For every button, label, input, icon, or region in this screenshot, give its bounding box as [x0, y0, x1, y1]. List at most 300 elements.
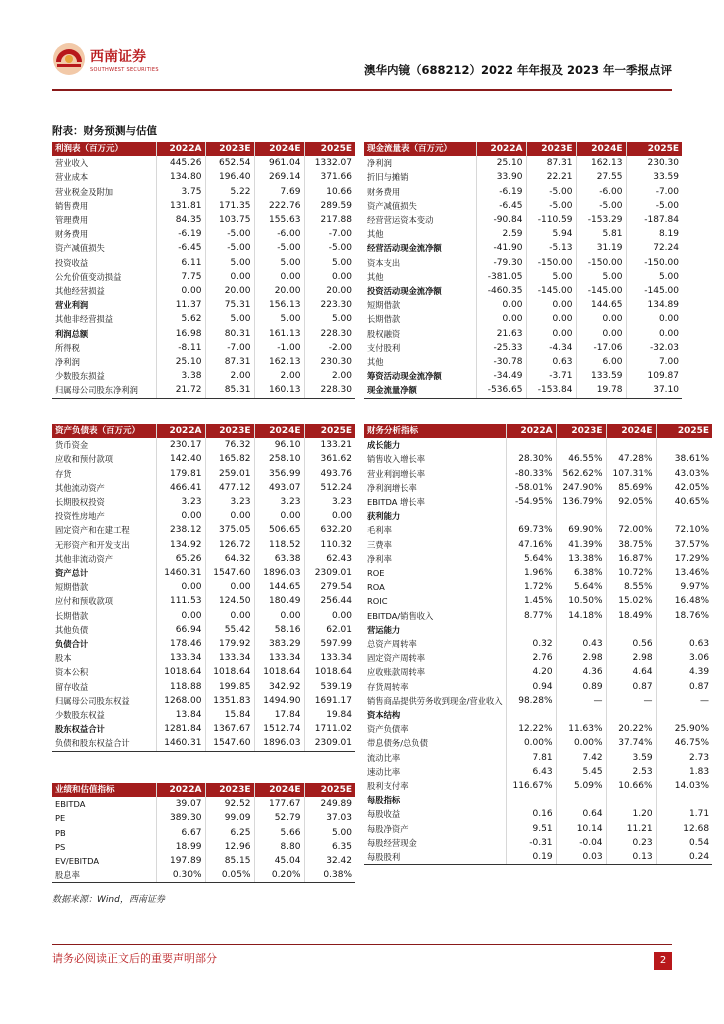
value-cell: -110.59 — [526, 213, 576, 227]
value-cell: 7.75 — [156, 270, 205, 284]
value-cell: 96.10 — [254, 438, 304, 452]
value-cell: -0.04 — [556, 836, 606, 850]
table-row — [52, 156, 355, 170]
table-row — [52, 341, 355, 355]
value-cell: 2309.01 — [304, 566, 355, 580]
row-label: 公允价值变动损益 — [55, 271, 122, 282]
value-cell: 144.65 — [576, 298, 626, 312]
row-label: 财务费用 — [55, 229, 89, 240]
value-cell: 124.50 — [205, 594, 254, 608]
value-cell: -1.00 — [254, 341, 304, 355]
value-cell — [656, 623, 712, 637]
cash-flow-table — [364, 142, 682, 399]
value-cell: 18.99 — [156, 840, 205, 854]
value-cell: 98.28% — [506, 694, 556, 708]
year-header-cell: 2024E — [254, 424, 304, 438]
value-cell: 6.67 — [156, 826, 205, 840]
value-cell: — — [606, 694, 656, 708]
table-row — [364, 467, 712, 481]
value-cell: 5.09% — [556, 779, 606, 793]
value-cell: 22.21 — [526, 170, 576, 184]
row-label: ROIC — [367, 596, 388, 607]
row-label: 长期借款 — [367, 314, 401, 325]
row-label: 营业收入 — [55, 158, 89, 169]
value-cell: 0.03 — [556, 850, 606, 865]
row-label: 货币资金 — [55, 440, 89, 451]
value-cell: 46.75% — [656, 736, 712, 750]
value-cell: 6.43 — [506, 765, 556, 779]
value-cell: 0.00 — [304, 270, 355, 284]
row-label: 财务费用 — [367, 186, 401, 197]
value-cell: -80.33% — [506, 467, 556, 481]
value-cell: 3.23 — [254, 495, 304, 509]
value-cell: 5.00 — [205, 256, 254, 270]
value-cell: 10.72% — [606, 566, 656, 580]
table-row — [52, 509, 355, 523]
value-cell: -6.00 — [254, 227, 304, 241]
year-header-cell: 2023E — [556, 424, 606, 438]
value-cell: 62.43 — [304, 552, 355, 566]
value-cell: 155.63 — [254, 213, 304, 227]
table-header-row — [52, 424, 355, 438]
value-cell: 19.84 — [304, 708, 355, 722]
value-cell: 228.30 — [304, 327, 355, 341]
year-header-cell: 2025E — [656, 424, 712, 438]
value-cell: 5.00 — [626, 270, 682, 284]
table-row — [52, 665, 355, 679]
value-cell: 356.99 — [254, 467, 304, 481]
value-cell: 11.21 — [606, 822, 656, 836]
value-cell: -536.65 — [476, 383, 526, 398]
row-label: 短期借款 — [55, 582, 89, 593]
value-cell: 1.83 — [656, 765, 712, 779]
row-label: 净利润 — [367, 158, 392, 169]
value-cell: 3.75 — [156, 185, 205, 199]
row-label: 资产负债率 — [367, 724, 409, 735]
value-cell: 92.52 — [205, 797, 254, 811]
value-cell: 85.31 — [205, 383, 254, 398]
row-label: 投资活动现金流净额 — [367, 286, 442, 297]
value-cell: 4.20 — [506, 665, 556, 679]
value-cell: 0.89 — [556, 680, 606, 694]
row-label: 经营活动现金流净额 — [367, 243, 442, 254]
value-cell: 5.00 — [205, 312, 254, 326]
value-cell: 0.00 — [526, 312, 576, 326]
value-cell: 162.13 — [576, 156, 626, 170]
value-cell: 0.63 — [656, 637, 712, 651]
value-cell: 0.63 — [526, 355, 576, 369]
value-cell: 0.24 — [656, 850, 712, 865]
value-cell: 76.32 — [205, 438, 254, 452]
row-label: 每股收益 — [367, 809, 401, 820]
table-row — [364, 609, 712, 623]
value-cell: 39.07 — [156, 797, 205, 811]
value-cell: -150.00 — [576, 256, 626, 270]
value-cell: -6.00 — [576, 185, 626, 199]
value-cell: -8.11 — [156, 341, 205, 355]
table-row — [364, 270, 682, 284]
table-row — [52, 609, 355, 623]
row-label: ROA — [367, 582, 385, 593]
row-label: 留存收益 — [55, 681, 89, 692]
value-cell: -145.00 — [626, 284, 682, 298]
row-label: 带息债务/总负债 — [367, 738, 428, 749]
value-cell: 20.00 — [205, 284, 254, 298]
table-row — [364, 765, 712, 779]
value-cell: 2.98 — [606, 651, 656, 665]
table-row — [364, 793, 712, 807]
table-row — [52, 580, 355, 594]
value-cell: 0.13 — [606, 850, 656, 865]
value-cell: 75.31 — [205, 298, 254, 312]
row-label: 现金流量净额 — [364, 383, 476, 398]
value-cell: 116.67% — [506, 779, 556, 793]
value-cell: 12.96 — [205, 840, 254, 854]
row-label: 其他非经营损益 — [55, 314, 114, 325]
value-cell: 161.13 — [254, 327, 304, 341]
table-row — [52, 623, 355, 637]
value-cell: 133.34 — [304, 651, 355, 665]
value-cell: 0.00 — [476, 298, 526, 312]
value-cell: 5.00 — [304, 826, 355, 840]
table-row — [52, 722, 355, 736]
value-cell: -41.90 — [476, 241, 526, 255]
value-cell: 0.00 — [304, 509, 355, 523]
value-cell — [606, 438, 656, 452]
table-row — [52, 185, 355, 199]
value-cell: 47.28% — [606, 452, 656, 466]
value-cell: 0.00 — [156, 509, 205, 523]
value-cell: -3.71 — [526, 369, 576, 383]
value-cell: -5.00 — [304, 241, 355, 255]
value-cell: -7.00 — [304, 227, 355, 241]
value-cell: 389.30 — [156, 811, 205, 825]
value-cell: 17.29% — [656, 552, 712, 566]
value-cell: 32.42 — [304, 854, 355, 868]
value-cell — [606, 793, 656, 807]
value-cell: 16.87% — [606, 552, 656, 566]
row-label: 营业利润增长率 — [367, 468, 426, 479]
value-cell: 5.81 — [576, 227, 626, 241]
value-cell: 45.04 — [254, 854, 304, 868]
value-cell: 3.23 — [156, 495, 205, 509]
value-cell: 230.30 — [626, 156, 682, 170]
value-cell: 342.92 — [254, 680, 304, 694]
table-row — [52, 868, 355, 883]
year-header-cell: 2024E — [606, 424, 656, 438]
value-cell: 17.84 — [254, 708, 304, 722]
row-label: 股息率 — [52, 868, 156, 883]
value-cell: 0.19 — [506, 850, 556, 865]
value-cell — [506, 509, 556, 523]
year-header-cell: 2023E — [205, 783, 254, 797]
value-cell — [556, 509, 606, 523]
value-cell — [506, 438, 556, 452]
row-label: 应付和预收款项 — [55, 596, 114, 607]
value-cell: 1018.64 — [254, 665, 304, 679]
value-cell: 165.82 — [205, 452, 254, 466]
value-cell: 126.72 — [205, 538, 254, 552]
value-cell: -5.00 — [205, 241, 254, 255]
value-cell: 4.64 — [606, 665, 656, 679]
row-label: 利润总额 — [55, 328, 89, 339]
value-cell: 7.42 — [556, 751, 606, 765]
year-header-cell: 2025E — [626, 142, 682, 156]
value-cell: 177.67 — [254, 797, 304, 811]
value-cell: 136.79% — [556, 495, 606, 509]
row-label: EBITDA 增长率 — [367, 497, 425, 508]
value-cell: 0.00 — [304, 609, 355, 623]
value-cell: -0.31 — [506, 836, 556, 850]
table-row — [364, 298, 682, 312]
value-cell: 0.00 — [205, 270, 254, 284]
row-label: 应收账款周转率 — [367, 667, 426, 678]
row-label: 速动比率 — [367, 766, 401, 777]
value-cell: 133.34 — [254, 651, 304, 665]
value-cell: 87.31 — [526, 156, 576, 170]
value-cell: 230.17 — [156, 438, 205, 452]
year-header-cell: 2023E — [205, 424, 254, 438]
table-row — [52, 797, 355, 811]
value-cell: 1711.02 — [304, 722, 355, 736]
value-cell: -5.00 — [526, 199, 576, 213]
value-cell: 9.51 — [506, 822, 556, 836]
value-cell: 562.62% — [556, 467, 606, 481]
value-cell: 2309.01 — [304, 736, 355, 751]
table-title-cell: 利润表（百万元） — [52, 142, 156, 156]
row-label: 少数股东损益 — [55, 371, 105, 382]
row-label: 其他非流动资产 — [55, 553, 114, 564]
table-row — [364, 341, 682, 355]
row-label: 销售收入增长率 — [367, 454, 426, 465]
value-cell: 2.59 — [476, 227, 526, 241]
table-title-cell: 现金流量表（百万元） — [364, 142, 476, 156]
row-label: 股权融资 — [367, 328, 401, 339]
value-cell: 16.98 — [156, 327, 205, 341]
table-row — [364, 836, 712, 850]
table-row — [52, 854, 355, 868]
value-cell: 197.89 — [156, 854, 205, 868]
value-cell: 11.63% — [556, 722, 606, 736]
row-label: 所得税 — [55, 342, 80, 353]
value-cell: 238.12 — [156, 523, 205, 537]
value-cell: 8.77% — [506, 609, 556, 623]
table-row — [364, 736, 712, 750]
row-label: 投资收益 — [55, 257, 89, 268]
value-cell: 0.87 — [656, 680, 712, 694]
value-cell — [606, 708, 656, 722]
value-cell: 19.78 — [576, 383, 626, 398]
brand-name-en: SOUTHWEST SECURITIES — [90, 67, 159, 73]
year-header-cell: 2025E — [304, 424, 355, 438]
value-cell: 5.62 — [156, 312, 205, 326]
row-label: 资产减值损失 — [367, 200, 417, 211]
table-row — [52, 383, 355, 398]
value-cell: 375.05 — [205, 523, 254, 537]
year-header-cell: 2022A — [156, 424, 205, 438]
table-row — [52, 594, 355, 608]
value-cell: 597.99 — [304, 637, 355, 651]
value-cell: -5.13 — [526, 241, 576, 255]
value-cell: 5.66 — [254, 826, 304, 840]
value-cell: 33.90 — [476, 170, 526, 184]
value-cell: -4.34 — [526, 341, 576, 355]
table-header-row — [364, 142, 682, 156]
table-row — [364, 312, 682, 326]
value-cell: 0.43 — [556, 637, 606, 651]
value-cell: 1.72% — [506, 580, 556, 594]
value-cell: 3.23 — [205, 495, 254, 509]
value-cell: 466.41 — [156, 481, 205, 495]
table-row — [364, 327, 682, 341]
value-cell: 55.42 — [205, 623, 254, 637]
value-cell — [606, 509, 656, 523]
value-cell: -79.30 — [476, 256, 526, 270]
value-cell: 28.30% — [506, 452, 556, 466]
row-label: 股东权益合计 — [55, 724, 105, 735]
year-header-cell: 2023E — [526, 142, 576, 156]
value-cell: 40.65% — [656, 495, 712, 509]
row-label: PS — [55, 841, 66, 852]
value-cell: 72.10% — [656, 523, 712, 537]
value-cell: 0.16 — [506, 807, 556, 821]
value-cell: 133.21 — [304, 438, 355, 452]
value-cell — [506, 623, 556, 637]
value-cell: -32.03 — [626, 341, 682, 355]
value-cell: -6.19 — [476, 185, 526, 199]
value-cell: 38.75% — [606, 538, 656, 552]
value-cell: -54.95% — [506, 495, 556, 509]
table-row — [364, 680, 712, 694]
value-cell — [656, 438, 712, 452]
value-cell: 1281.84 — [156, 722, 205, 736]
table-header-row — [364, 424, 712, 438]
table-row — [52, 566, 355, 580]
table-row — [52, 637, 355, 651]
row-label: PE — [55, 813, 66, 824]
value-cell: 1512.74 — [254, 722, 304, 736]
value-cell: 0.00 — [156, 284, 205, 298]
row-label: 其他 — [367, 357, 384, 368]
value-cell: 383.29 — [254, 637, 304, 651]
value-cell: 0.00 — [476, 312, 526, 326]
value-cell: 14.03% — [656, 779, 712, 793]
table-row — [52, 199, 355, 213]
value-cell: 62.01 — [304, 623, 355, 637]
value-cell: -5.00 — [205, 227, 254, 241]
value-cell: -25.33 — [476, 341, 526, 355]
value-cell: -145.00 — [526, 284, 576, 298]
value-cell: 1.71 — [656, 807, 712, 821]
value-cell: 12.22% — [506, 722, 556, 736]
value-cell: 109.87 — [626, 369, 682, 383]
value-cell: 5.00 — [304, 256, 355, 270]
value-cell: 8.55% — [606, 580, 656, 594]
value-cell: 2.98 — [556, 651, 606, 665]
table-row — [52, 651, 355, 665]
value-cell: -5.00 — [576, 199, 626, 213]
value-cell: 10.14 — [556, 822, 606, 836]
value-cell: 1896.03 — [254, 566, 304, 580]
table-row — [52, 467, 355, 481]
value-cell: 1018.64 — [205, 665, 254, 679]
value-cell: -34.49 — [476, 369, 526, 383]
row-label: 净利率 — [367, 553, 392, 564]
value-cell: 1460.31 — [156, 736, 205, 751]
value-cell: — — [556, 694, 606, 708]
value-cell: 199.85 — [205, 680, 254, 694]
row-label: 其他流动资产 — [55, 482, 105, 493]
value-cell: 111.53 — [156, 594, 205, 608]
value-cell: 230.30 — [304, 355, 355, 369]
value-cell: 1.45% — [506, 594, 556, 608]
value-cell: 2.00 — [304, 369, 355, 383]
row-label: 成长能力 — [367, 440, 401, 451]
row-label: 筹资活动现金流净额 — [367, 371, 442, 382]
value-cell: -145.00 — [576, 284, 626, 298]
value-cell: 38.61% — [656, 452, 712, 466]
value-cell: 0.00% — [556, 736, 606, 750]
table-row — [52, 327, 355, 341]
row-label: 存货 — [55, 468, 72, 479]
row-label: 营业成本 — [55, 172, 89, 183]
value-cell: 72.24 — [626, 241, 682, 255]
row-label: 每股净资产 — [367, 823, 409, 834]
value-cell — [656, 708, 712, 722]
year-header-cell: 2022A — [476, 142, 526, 156]
table-row — [52, 552, 355, 566]
value-cell: 0.00 — [526, 298, 576, 312]
value-cell: 37.57% — [656, 538, 712, 552]
value-cell: 5.00 — [576, 270, 626, 284]
row-label: 销售费用 — [55, 200, 89, 211]
value-cell: 13.84 — [156, 708, 205, 722]
value-cell: -460.35 — [476, 284, 526, 298]
table-header-row — [52, 783, 355, 797]
value-cell: 47.16% — [506, 538, 556, 552]
row-label: 投资性房地产 — [55, 511, 105, 522]
value-cell: 18.49% — [606, 609, 656, 623]
row-label: 每股经营现金 — [367, 837, 417, 848]
row-label: 其他 — [367, 271, 384, 282]
value-cell: 0.00% — [506, 736, 556, 750]
value-cell: 25.90% — [656, 722, 712, 736]
value-cell: 4.36 — [556, 665, 606, 679]
value-cell: -30.78 — [476, 355, 526, 369]
table-row — [52, 241, 355, 255]
value-cell: 92.05% — [606, 495, 656, 509]
value-cell: 0.23 — [606, 836, 656, 850]
value-cell: 5.22 — [205, 185, 254, 199]
value-cell: 162.13 — [254, 355, 304, 369]
row-label: 管理费用 — [55, 215, 89, 226]
table-row — [52, 312, 355, 326]
balance-sheet-table — [52, 424, 355, 752]
row-label: 负债和股东权益合计 — [52, 736, 156, 751]
value-cell: 12.68 — [656, 822, 712, 836]
value-cell: 178.46 — [156, 637, 205, 651]
disclaimer-text: 请务必阅读正文后的重要声明部分 — [52, 952, 217, 965]
table-row — [364, 227, 682, 241]
value-cell: 134.89 — [626, 298, 682, 312]
value-cell: 0.00 — [205, 509, 254, 523]
value-cell: 0.00 — [205, 609, 254, 623]
value-cell: 223.30 — [304, 298, 355, 312]
value-cell: 7.69 — [254, 185, 304, 199]
table-row — [364, 256, 682, 270]
value-cell: 85.69% — [606, 481, 656, 495]
value-cell: 25.10 — [476, 156, 526, 170]
